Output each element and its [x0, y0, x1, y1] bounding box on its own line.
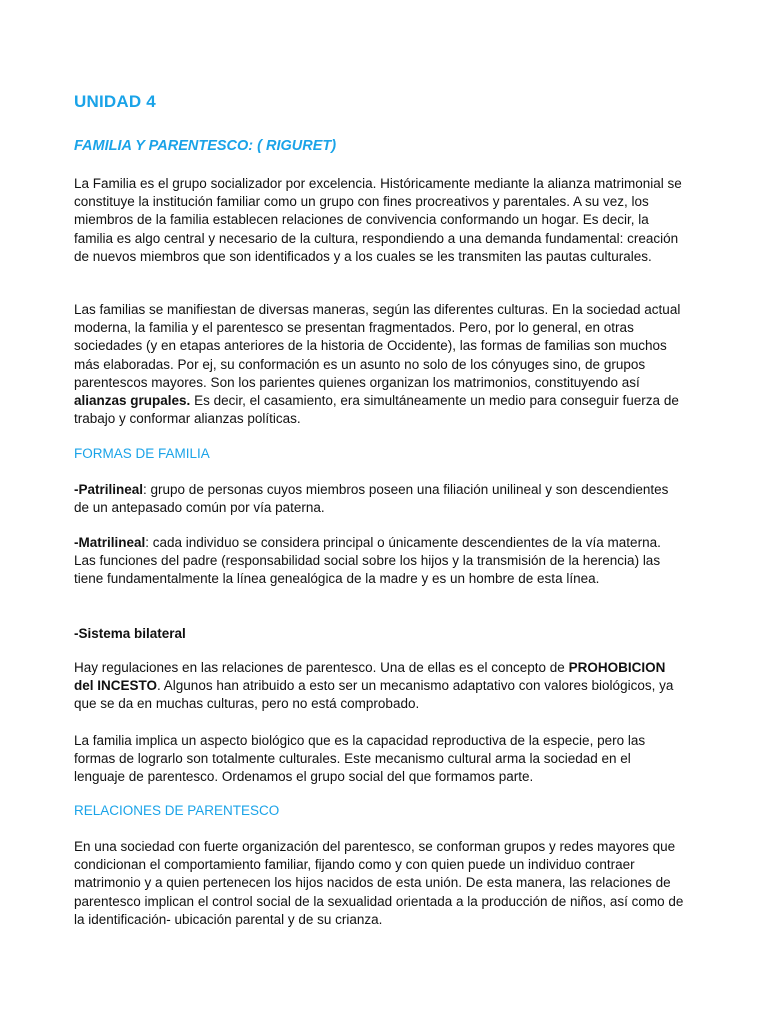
matrilineal-paragraph — [74, 534, 684, 589]
incesto-paragraph — [74, 659, 684, 714]
matrilineal-term: -Matrilineal — [74, 535, 146, 550]
patrilineal-term: -Patrilineal — [74, 482, 144, 497]
biologico-paragraph: La familia implica un aspecto biológico que es la capacidad reproductiva de la especie, pero las formas de lograrlo son totalmente culturales. Este mecanismo cultural arma la sociedad en el lenguaje de parentesco. Ordenamos el grupo social del que formamos parte. — [74, 733, 646, 785]
intro-paragraph: La Familia es el grupo socializador por excelencia. Históricamente mediante la alianza matrimonial se constituye la institución familiar como un grupo con fines procreativos y parentales. A su vez, los miembros de la familia establecen relaciones de convivencia conformando un hogar. Es decir, la familia es algo central y necesario de la cultura, respondiendo a una demanda fundamental: creación de nuevos miembros que son identificados y a los cuales se les transmiten las pautas culturales. — [74, 176, 682, 264]
relaciones-de-parentesco-heading: RELACIONES DE PARENTESCO — [74, 803, 280, 818]
patrilineal-paragraph — [74, 481, 684, 517]
prohibicion-incesto-term: PROHOBICION del INCESTO — [74, 660, 666, 694]
alianzas-grupales-term: alianzas grupales. — [74, 393, 191, 409]
cultures-paragraph-text-end: Es decir, el casamiento, era simultáneamente un medio para conseguir fuerza de trabajo y conformar alianzas políticas. — [74, 393, 679, 427]
relaciones-paragraph: En una sociedad con fuerte organización del parentesco, se conforman grupos y redes mayores que condicionan el comportamiento familiar, fijando como y con quien puede un individuo contraer matrimonio y a quien pertenecen los hijos nacidos de esta unión. De esta manera, las relaciones de parentesco implican el control social de la sexualidad orientada a la producción de niños, así como de la identificación- ubicación parental y de su crianza. — [74, 839, 684, 927]
cultures-paragraph — [74, 301, 684, 428]
matrilineal-definition: : cada individuo se considera principal o únicamente descendientes de la vía materna. Las funciones del padre (responsabilidad social sobre los hijos y la transmisión de la herencia) las tiene fundamentalmente la línea genealógica de la madre y es un hombre de esta línea. — [74, 535, 661, 587]
incesto-paragraph-text-end: . Algunos han atribuido a esto ser un mecanismo adaptativo con valores biológicos, ya que se da en muchas culturas, pero no está comprobado. — [74, 678, 674, 712]
formas-de-familia-heading: FORMAS DE FAMILIA — [74, 446, 210, 461]
cultures-paragraph-text: Las familias se manifiestan de diversas maneras, según las diferentes culturas. En la sociedad actual moderna, la familia y el parentesco se presentan fragmentados. Pero, por lo general, en otras sociedades (y en etapas anteriores de la historia de Occidente), las formas de familias son muchos más elaboradas. Por ej, su conformación es un asunto no solo de los cónyuges sino, de grupos parentescos mayores. Son los parientes quienes organizan los matrimonios, constituyendo así — [74, 302, 681, 390]
bilateral-term: -Sistema bilateral — [74, 626, 186, 641]
bilateral-paragraph — [74, 625, 684, 643]
page-title: UNIDAD 4 — [74, 92, 156, 111]
patrilineal-definition: : grupo de personas cuyos miembros poseen una filiación unilineal y son descendientes de un antepasado común por vía paterna. — [74, 482, 669, 516]
incesto-paragraph-text: Hay regulaciones en las relaciones de parentesco. Una de ellas es el concepto de — [74, 660, 569, 675]
page-subtitle: FAMILIA Y PARENTESCO: ( RIGURET) — [74, 138, 337, 154]
